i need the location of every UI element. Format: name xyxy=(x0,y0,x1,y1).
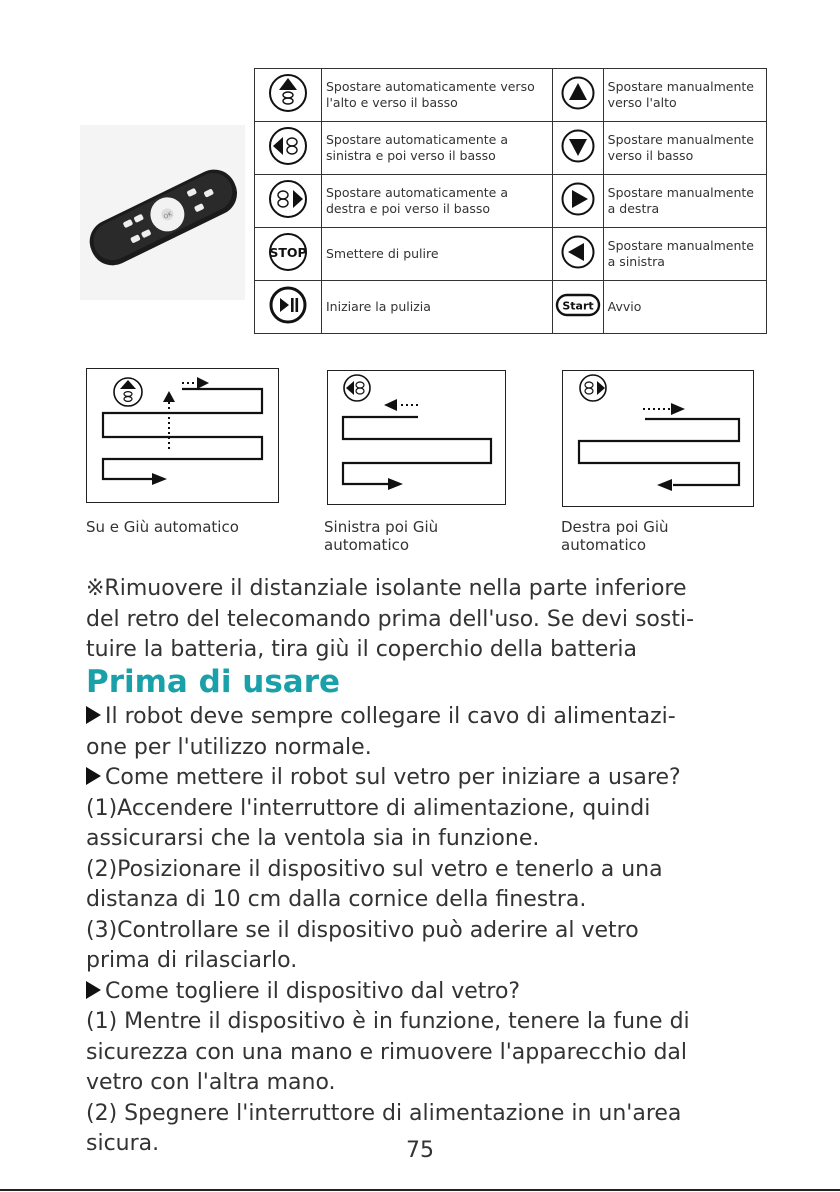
stop-icon xyxy=(255,228,322,281)
row1-right-label: Spostare manualmente verso l'alto xyxy=(603,69,766,122)
start-icon-label: Start xyxy=(562,299,594,313)
remove-step1-line3: vetro con l'altra mano. xyxy=(86,1070,336,1095)
bullet-power-cable-line2: one per l'utilizzo normale. xyxy=(86,734,372,760)
remove-step1-line1: (1) Mentre il dispositivo è in funzione, tenere la fune di xyxy=(86,1009,690,1034)
auto-left-down-icon xyxy=(344,375,370,401)
bullet-how-to-place xyxy=(86,763,766,794)
down-arrow-icon xyxy=(552,122,603,175)
triangle-bullet-icon xyxy=(86,706,101,724)
bullet-power-cable-line1: Il robot deve sempre collegare il cavo di alimentazi- xyxy=(105,704,676,729)
right-arrow-icon xyxy=(552,175,603,228)
step2-line1: (2)Posizionare il dispositivo sul vetro e tenerlo a una xyxy=(86,856,663,882)
table-row xyxy=(255,281,767,334)
auto-left-down-icon xyxy=(255,122,322,175)
step1-line1: (1)Accendere l'interruttore di alimentazione, quindi xyxy=(86,795,651,821)
caption-right-down-line1: Destra poi Giù xyxy=(561,518,669,536)
table-row xyxy=(255,228,767,281)
row3-left-label: Spostare automaticamente a destra e poi verso il basso xyxy=(322,175,553,228)
triangle-bullet-icon xyxy=(86,767,101,785)
diagram-right-down xyxy=(562,370,754,507)
button-function-table xyxy=(254,68,767,334)
auto-right-down-icon xyxy=(255,175,322,228)
caption-left-down xyxy=(324,518,438,554)
table-row xyxy=(255,69,767,122)
row4-left-label: Smettere di pulire xyxy=(322,228,553,281)
remove-step2-line2: sicura. xyxy=(86,1131,160,1156)
row1-left-label: Spostare automaticamente verso l'alto e verso il basso xyxy=(322,69,553,122)
table-row xyxy=(255,175,767,228)
step2-line2: distanza di 10 cm dalla cornice della finestra. xyxy=(86,887,587,912)
triangle-bullet-icon xyxy=(86,981,101,999)
bullet-how-to-remove xyxy=(86,977,766,1008)
row3-right-label: Spostare manualmente a destra xyxy=(603,175,766,228)
auto-right-down-icon xyxy=(580,375,606,401)
page-number: 75 xyxy=(406,1138,434,1163)
bullet-how-to-place-text: Come mettere il robot sul vetro per iniziare a usare? xyxy=(105,765,681,790)
caption-left-down-line2: automatico xyxy=(324,536,410,554)
start-icon xyxy=(552,281,603,334)
left-arrow-icon xyxy=(552,228,603,281)
diagram-left-down xyxy=(327,370,506,505)
table-row xyxy=(255,122,767,175)
step3-line1: (3)Controllare se il dispositivo può aderire al vetro xyxy=(86,917,639,943)
battery-note-line3: tuire la batteria, tira giù il coperchio della batteria xyxy=(86,637,637,662)
remove-step1-line2: sicurezza con una mano e rimuovere l'apparecchio dal xyxy=(86,1039,688,1065)
row2-right-label: Spostare manualmente verso il basso xyxy=(603,122,766,175)
remote-control-image xyxy=(80,125,245,300)
bullet-power-cable xyxy=(86,702,766,733)
remove-step2-line1: (2) Spegnere l'interruttore di alimentazione in un'area xyxy=(86,1100,682,1126)
diagram-up-down xyxy=(86,368,279,503)
play-pause-icon xyxy=(255,281,322,334)
stop-icon-label: STOP xyxy=(269,245,307,260)
section-heading: Prima di usare xyxy=(86,664,341,700)
auto-up-down-icon xyxy=(114,378,142,406)
step1-line2: assicurarsi che la ventola sia in funzione. xyxy=(86,826,540,851)
bottom-divider xyxy=(0,1189,840,1191)
caption-right-down xyxy=(561,518,669,554)
instructions xyxy=(86,702,766,1160)
row5-left-label: Iniziare la pulizia xyxy=(322,281,553,334)
row5-right-label: Avvio xyxy=(603,281,766,334)
row4-right-label: Spostare manualmente a sinistra xyxy=(603,228,766,281)
up-arrow-icon xyxy=(552,69,603,122)
battery-note xyxy=(86,574,766,666)
row2-left-label: Spostare automaticamente a sinistra e poi verso il basso xyxy=(322,122,553,175)
step3-line2: prima di rilasciarlo. xyxy=(86,948,298,973)
battery-note-line2: del retro del telecomando prima dell'uso. Se devi sosti- xyxy=(86,606,695,632)
caption-right-down-line2: automatico xyxy=(561,536,647,554)
bullet-how-to-remove-text: Come togliere il dispositivo dal vetro? xyxy=(105,978,521,1004)
auto-up-down-icon xyxy=(255,69,322,122)
caption-left-down-line1: Sinistra poi Giù xyxy=(324,518,439,536)
battery-note-line1: ※Rimuovere il distanziale isolante nella parte inferiore xyxy=(86,576,687,601)
caption-up-down: Su e Giù automatico xyxy=(86,518,239,536)
remote-ok-label: OK xyxy=(162,210,174,221)
